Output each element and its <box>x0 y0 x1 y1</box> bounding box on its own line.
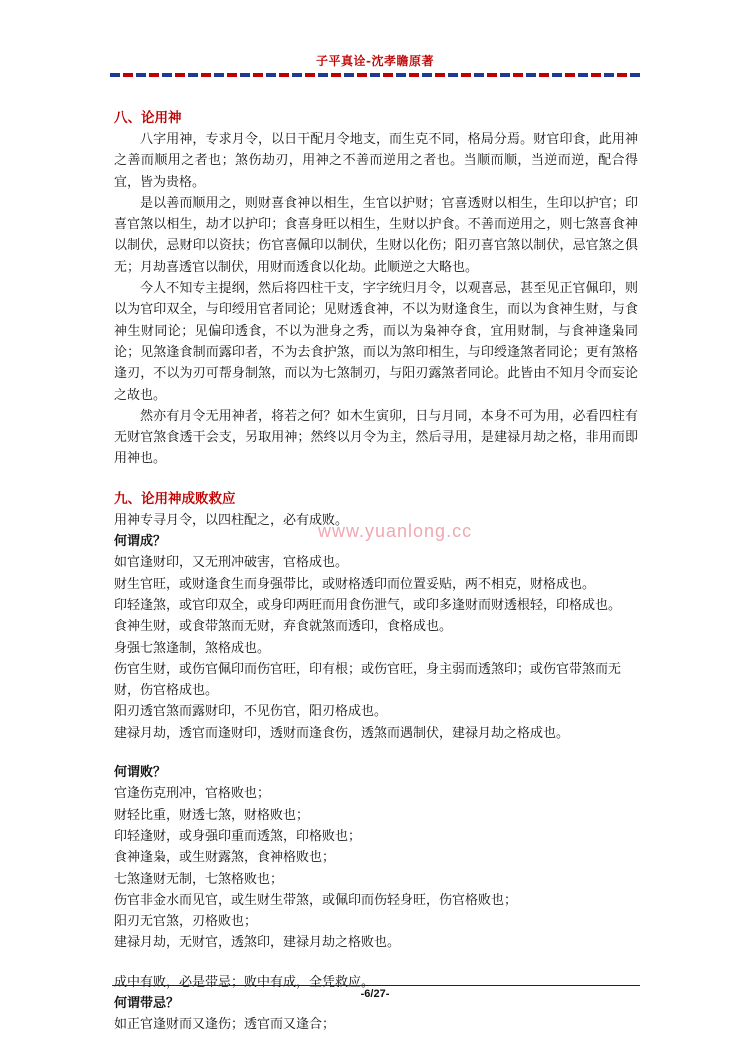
question-cheng: 何谓成？ <box>114 534 167 550</box>
list-item: 财轻比重，财透七煞，财格败也； <box>114 807 310 823</box>
page-header <box>110 52 640 77</box>
header-title: 子平真诠-沈孝瞻原著 <box>316 54 434 68</box>
list-item: 食神逢枭，或生财露煞，食神格败也； <box>114 850 336 866</box>
list-item: 阳刃无官煞，刃格败也； <box>114 914 258 930</box>
question-bai: 何谓败？ <box>114 765 167 781</box>
list-item: 七煞逢财无制，七煞格败也； <box>114 871 284 887</box>
page-number: -6/27- <box>360 988 390 1000</box>
list-item: 阳刃透官煞而露财印，不见伤官，阳刃格成也。 <box>114 704 388 720</box>
list-item: 建禄月劫，无财官，透煞印，建禄月劫之格败也。 <box>114 935 401 951</box>
list-item: 印轻逢财，或身强印重而透煞，印格败也； <box>114 828 362 844</box>
paragraph: 是以善而顺用之，则财喜食神以相生，生官以护财；官喜透财以相生，生印以护官；印喜官煞以相生，劫才以护印；食喜身旺以相生，生财以护食。不善而逆用之，则七煞喜食神以制伏，忌财印以资扶；伤官喜佩印以制伏，生财以化伤；阳刃喜官煞以制伏，忌官煞之俱无；月劫喜透官以制伏，用财而透食以化劫。此顺逆之大略也。 <box>114 195 638 275</box>
question-daiji: 何谓带忌？ <box>114 995 180 1011</box>
paragraph: 今人不知专主提纲，然后将四柱干支，字字统归月令，以观喜忌，甚至见正官佩印，则以为官印双全，与印绶用官者同论；见财透食神，不以为财逢食生，而以为食神生财，与食神生财同论；见偏印透食，不以为泄身之秀，而以为枭神夺食，宜用财制，与食神逢枭同论；见煞逢食制而露印者，不为去食护煞，而以为煞印相生，与印绶逢煞者同论；更有煞格逢刃，不以为刃可帮身制煞，而以为七煞制刃，与阳刃露煞者同论。此皆由不知月令而妄论之故也。 <box>114 281 638 403</box>
header-divider <box>110 73 640 77</box>
list-item: 食神生财，或食带煞而无财，弃食就煞而透印，食格成也。 <box>114 619 453 635</box>
list-item: 建禄月劫，透官而逢财印，透财而逢食伤，透煞而遇制伏，建禄月劫之格成也。 <box>114 725 570 741</box>
list-item: 官逢伤克刑冲，官格败也； <box>114 786 271 802</box>
summary-line: 成中有败，必是带忌；败中有成，全凭救应。 <box>114 974 375 990</box>
section-heading-9: 九、论用神成败救应 <box>114 490 236 507</box>
section-heading-8: 八、论用神 <box>114 110 182 126</box>
watermark: www.yuanlong.cc <box>318 521 473 541</box>
list-item: 印轻逢煞，或官印双全，或身印两旺而用食伤泄气，或印多逢财而财透根轻，印格成也。 <box>114 597 622 613</box>
paragraph: 八字用神，专求月令，以日干配月令地支，而生克不同，格局分焉。财官印食，此用神之善而顺用之者也；煞伤劫刃，用神之不善而逆用之者也。当顺而顺，当逆而逆，配合得宜，皆为贵格。 <box>114 132 638 190</box>
list-item: 身强七煞逢制，煞格成也。 <box>114 640 271 656</box>
paragraph: 然亦有月令无用神者，将若之何？如木生寅卯，日与月同，本身不可为用，必看四柱有无财官煞食透干会支，另取用神；然终以月令为主，然后寻用，是建禄月劫之格，非用而即用神也。 <box>114 408 638 467</box>
list-item: 伤官生财，或伤官佩印而伤官旺，印有根；或伤官旺，身主弱而透煞印；或伤官带煞而无财，伤官格成也。 <box>114 661 622 699</box>
list-item: 如正官逢财而又逢伤；透官而又逢合； <box>114 1017 336 1033</box>
list-item: 伤官非金水而见官，或生财生带煞，或佩印而伤轻身旺，伤官格败也； <box>114 892 518 908</box>
list-item: 财生官旺，或财逢食生而身强带比，或财格透印而位置妥贴，两不相克，财格成也。 <box>114 576 596 592</box>
document-body <box>114 107 638 1036</box>
list-item: 如官逢财印，又无刑冲破害，官格成也。 <box>114 555 349 571</box>
intro-line: 用神专寻月令，以四柱配之，必有成败。 <box>114 512 349 528</box>
footer-divider <box>112 985 640 986</box>
